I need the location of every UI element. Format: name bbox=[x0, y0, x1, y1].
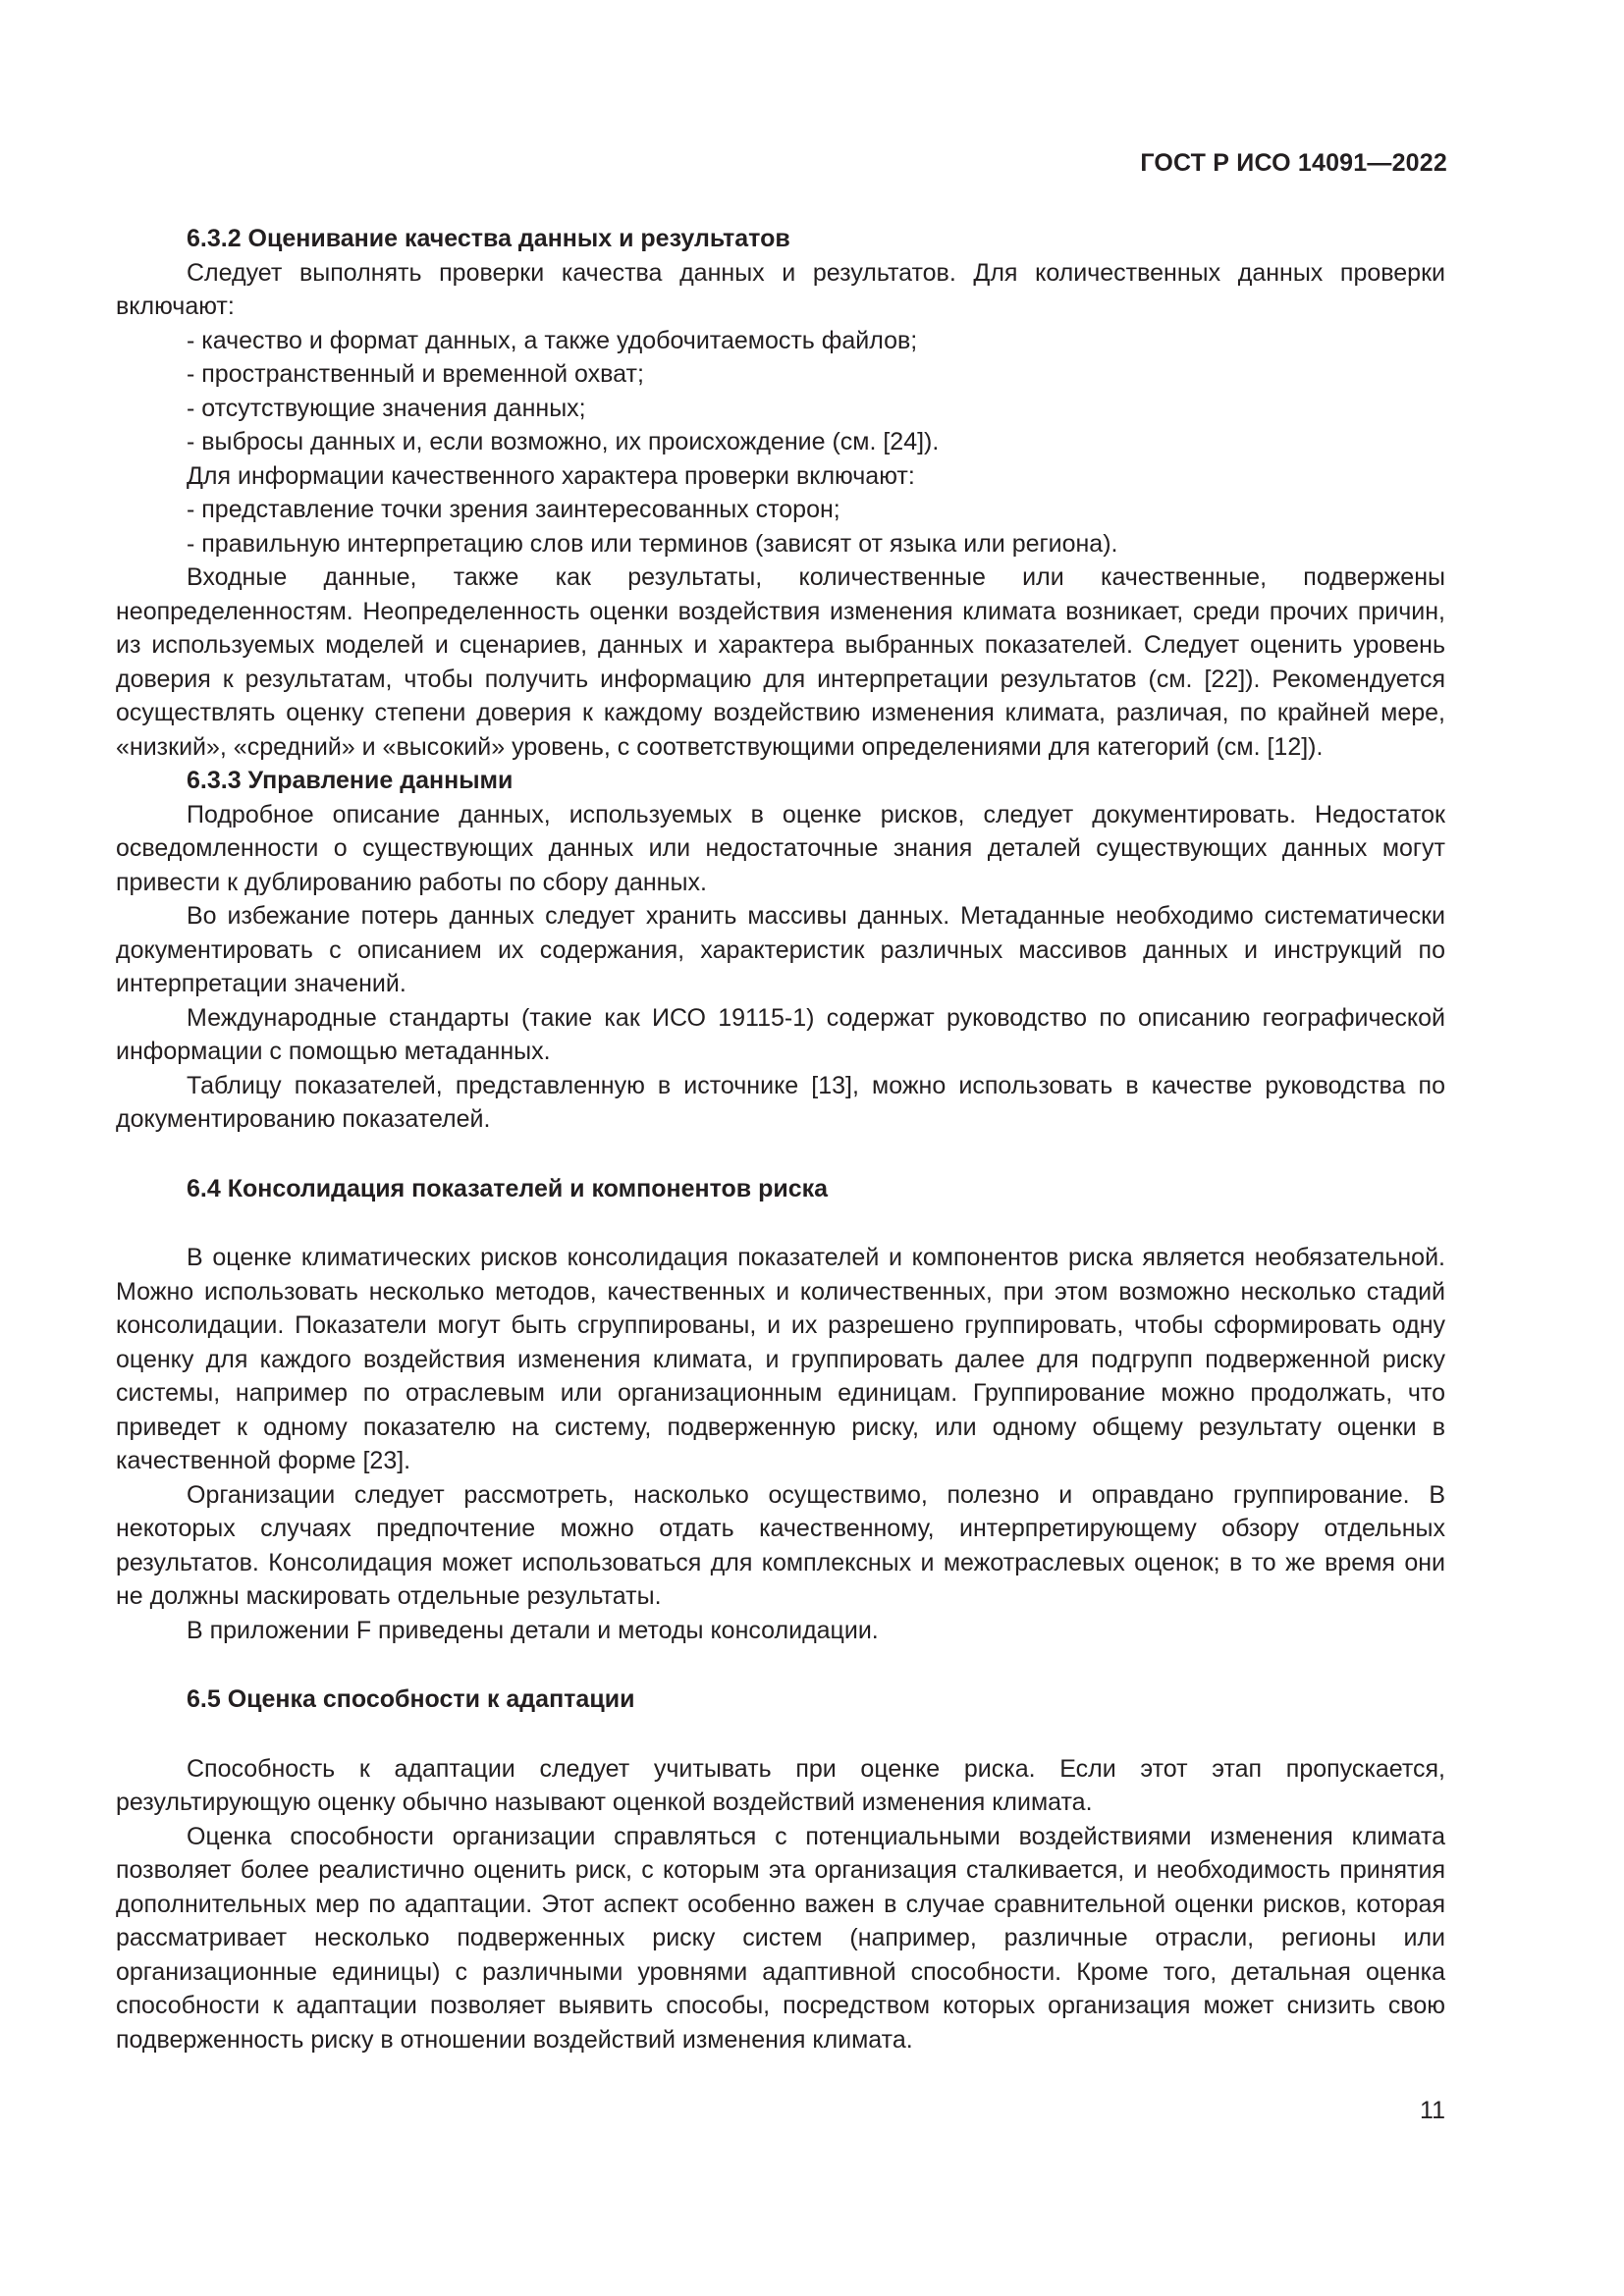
list-item: - отсутствующие значения данных; bbox=[187, 394, 586, 422]
page-number: 11 bbox=[1420, 2097, 1445, 2124]
paragraph: В оценке климатических рисков консолидация показателей и компонентов риска является необязательной. Можно использовать несколько методов, качественных и количественных, при этом возможно несколько стадий консолидации. Показатели могут быть сгруппированы, и их разрешено группировать, чтобы сформировать одну оценку для каждого воздействия изменения климата, и группировать далее для подгрупп подверженной риску системы, например по отраслевым или организационным единицам. Группирование можно продолжать, что приведет к одному показателю на систему, подверженную риску, или одному общему результату оценки в качественной форме [23]. bbox=[116, 1244, 1445, 1474]
paragraph: В приложении F приведены детали и методы консолидации. bbox=[187, 1616, 879, 1644]
heading-6-5: 6.5 Оценка способности к адаптации bbox=[187, 1685, 635, 1713]
paragraph: Международные стандарты (такие как ИСО 19115-1) содержат руководство по описанию географической информации с помощью метаданных. bbox=[116, 1003, 1445, 1065]
paragraph: Для информации качественного характера проверки включают: bbox=[187, 461, 915, 490]
list-item: - правильную интерпретацию слов или терминов (зависят от языка или региона). bbox=[187, 529, 1118, 558]
list-item: - качество и формат данных, а также удобочитаемость файлов; bbox=[187, 326, 918, 354]
heading-6-4: 6.4 Консолидация показателей и компонентов риска bbox=[187, 1174, 829, 1202]
heading-6-3-3: 6.3.3 Управление данными bbox=[187, 767, 514, 794]
paragraph: Таблицу показателей, представленную в источнике [13], можно использовать в качестве руководства по документированию показателей. bbox=[116, 1071, 1445, 1133]
paragraph: Подробное описание данных, используемых в оценке рисков, следует документировать. Недостаток осведомленности о существующих данных или недостаточные знания деталей существующих данных могут привести к дублированию работы по сбору данных. bbox=[116, 800, 1445, 896]
document-code: ГОСТ Р ИСО 14091—2022 bbox=[1140, 149, 1447, 177]
paragraph: Способность к адаптации следует учитывать при оценке риска. Если этот этап пропускается, результирующую оценку обычно называют оценкой воздействий изменения климата. bbox=[116, 1754, 1445, 1816]
document-body bbox=[116, 222, 1445, 2056]
paragraph: Входные данные, также как результаты, количественные или качественные, подвержены неопределенностям. Неопределенность оценки воздействия изменения климата возникает, среди прочих причин, из используемых моделей и сценариев, данных и характера выбранных показателей. Следует оценить уровень доверия к результатам, чтобы получить информацию для интерпретации результатов (см. [22]). Рекомендуется осуществлять оценку степени доверия к каждому воздействию изменения климата, различая, по крайней мере, «низкий», «средний» и «высокий» уровень, с соответствующими определениями для категорий (см. [12]). bbox=[116, 563, 1445, 761]
paragraph: Организации следует рассмотреть, насколько осуществимо, полезно и оправдано группирование. В некоторых случаях предпочтение можно отдать качественному, интерпретирующему обзору отдельных результатов. Консолидация может использоваться для комплексных и межотраслевых оценок; в то же время они не должны маскировать отдельные результаты. bbox=[116, 1480, 1445, 1610]
heading-6-3-2: 6.3.2 Оценивание качества данных и результатов bbox=[187, 225, 790, 252]
list-item: - пространственный и временной охват; bbox=[187, 360, 644, 388]
paragraph: Оценка способности организации справляться с потенциальными воздействиями изменения климата позволяет более реалистично оценить риск, с которым эта организация сталкивается, и необходимость принятия дополнительных мер по адаптации. Этот аспект особенно важен в случае сравнительной оценки рисков, которая рассматривает несколько подверженных риску систем (например, различные отрасли, регионы или организационные единицы) с различными уровнями адаптивной способности. Кроме того, детальная оценка способности к адаптации позволяет выявить способы, посредством которых организация может снизить свою подверженность риску в отношении воздействий изменения климата. bbox=[116, 1822, 1445, 2054]
paragraph: Следует выполнять проверки качества данных и результатов. Для количественных данных проверки включают: bbox=[116, 258, 1445, 320]
list-item: - представление точки зрения заинтересованных сторон; bbox=[187, 496, 840, 523]
paragraph: Во избежание потерь данных следует хранить массивы данных. Метаданные необходимо систематически документировать с описанием их содержания, характеристик различных массивов данных и инструкций по интерпретации значений. bbox=[116, 902, 1445, 997]
list-item: - выбросы данных и, если возможно, их происхождение (см. [24]). bbox=[187, 428, 940, 455]
